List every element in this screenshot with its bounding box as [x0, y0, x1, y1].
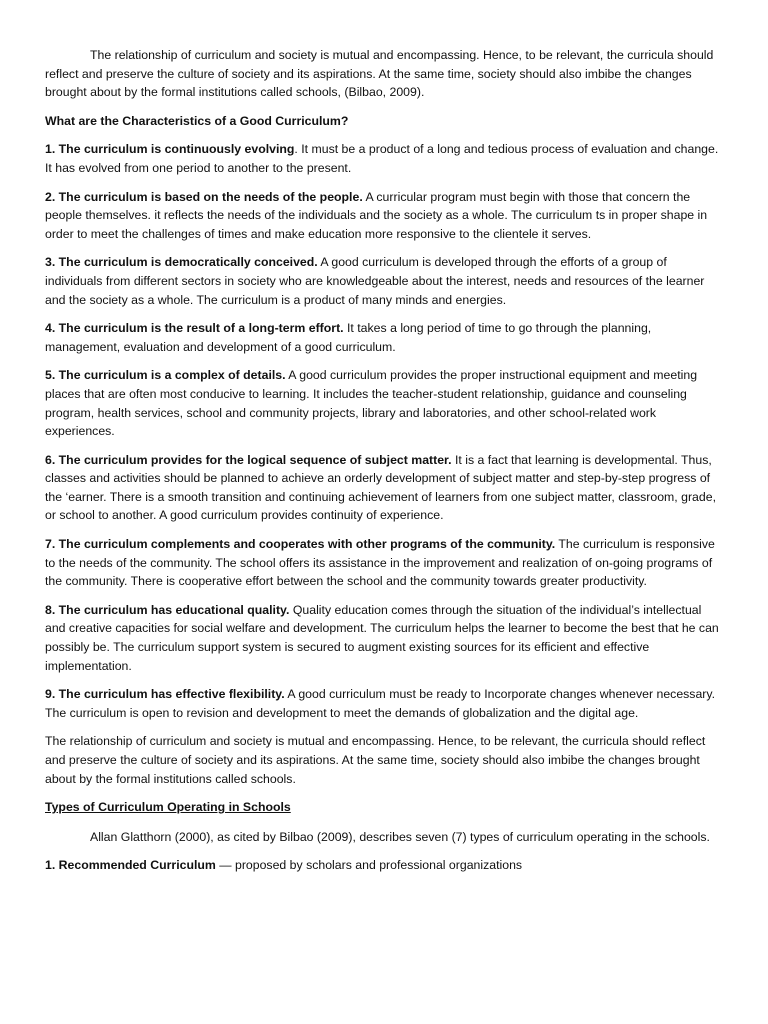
characteristic-title: 3. The curriculum is democratically conceived.	[45, 255, 318, 270]
characteristic-item-4	[45, 319, 725, 356]
characteristic-title: 5. The curriculum is a complex of details.	[45, 368, 286, 383]
characteristic-title: 1. The curriculum is continuously evolving	[45, 142, 295, 157]
closing-paragraph: The relationship of curriculum and society is mutual and encompassing. Hence, to be relevant, the curricula should reflect and preserve the culture of society and its aspirations. At the same time, society should also imbibe the changes brought about by the formal institutions called schools.	[45, 734, 706, 786]
characteristic-item-2	[45, 188, 725, 244]
characteristic-text: A good curriculum must be ready to Incorporate changes whenever necessary. The curriculum is open to revision and development to meet the demands of globalization and the digital age.	[45, 687, 716, 720]
type-title: 1. Recommended Curriculum	[45, 858, 216, 873]
characteristic-text: It takes a long period of time to go through the planning, management, evaluation and development of a good curriculum.	[45, 321, 652, 354]
characteristic-text: A curricular program must begin with those that concern the people themselves. it reflects the needs of the individuals and the society as a whole. The curriculum ts in proper shape in order to meet the challenges of times and make education more responsive to the clientele it serves.	[45, 189, 708, 241]
characteristic-item-8	[45, 601, 725, 675]
characteristic-text: A good curriculum provides the proper instructional equipment and meeting places that are often most conducive to learning. It includes the teacher-student relationship, guidance and counseling program, health services, school and community projects, library and laboratories, and other school-related work experiences.	[45, 368, 698, 439]
characteristic-title: 2. The curriculum is based on the needs of the people.	[45, 189, 363, 204]
characteristic-text: Quality education comes through the situation of the individual’s intellectual and creative capacities for social welfare and development. The curriculum helps the learner to become the best that he can possibly be. The curriculum support system is secured to augment existing sources for its efficient and effective implementation.	[45, 602, 719, 673]
characteristic-title: 6. The curriculum provides for the logical sequence of subject matter.	[45, 452, 452, 467]
characteristic-item-5	[45, 366, 725, 440]
intro-paragraph: The relationship of curriculum and society is mutual and encompassing. Hence, to be relevant, the curricula should reflect and preserve the culture of society and its aspirations. At the same time, society should also imbibe the changes brought about by the formal institutions called schools, (Bilbao, 2009).	[45, 48, 714, 100]
characteristic-text: The curriculum is responsive to the needs of the community. The school offers its assistance in the improvement and realization of on-going programs of the community. There is cooperative effort between the school and the community towards greater productivity.	[45, 537, 715, 589]
characteristic-item-3	[45, 253, 725, 309]
characteristic-item-1	[45, 140, 725, 177]
characteristic-title: 8. The curriculum has educational quality.	[45, 602, 290, 617]
characteristic-item-9	[45, 685, 725, 722]
characteristic-title: 4. The curriculum is the result of a long-term effort.	[45, 321, 344, 336]
characteristic-item-6	[45, 451, 725, 525]
characteristic-title: 7. The curriculum complements and cooperates with other programs of the community.	[45, 537, 556, 552]
characteristic-text: It is a fact that learning is developmental. Thus, classes and activities should be planned to achieve an orderly development of subject matter and step-by-step progress of the ‘earner. There is a smooth transition and continuing achievement of learners from one subject matter, classroom, grade, or school to another. A good curriculum provides continuity of experience.	[45, 452, 716, 523]
characteristic-title: 9. The curriculum has effective flexibility.	[45, 687, 285, 702]
type-item-1	[45, 856, 725, 875]
document-page	[45, 46, 725, 885]
characteristic-text: . It must be a product of a long and tedious process of evaluation and change. It has evolved from one period to another to the present.	[45, 142, 719, 175]
types-intro-paragraph: Allan Glatthorn (2000), as cited by Bilbao (2009), describes seven (7) types of curriculum operating in the schools.	[90, 829, 710, 844]
characteristic-item-7	[45, 535, 725, 591]
types-heading: Types of Curriculum Operating in Schools	[45, 800, 291, 815]
characteristic-text: A good curriculum is developed through the efforts of a group of individuals from different sectors in society who are knowledgeable about the interest, needs and resources of the learner and the society as a whole. The curriculum is a product of many minds and energies.	[45, 255, 705, 307]
type-text: — proposed by scholars and professional organizations	[215, 858, 523, 873]
characteristics-heading: What are the Characteristics of a Good Curriculum?	[45, 113, 349, 128]
